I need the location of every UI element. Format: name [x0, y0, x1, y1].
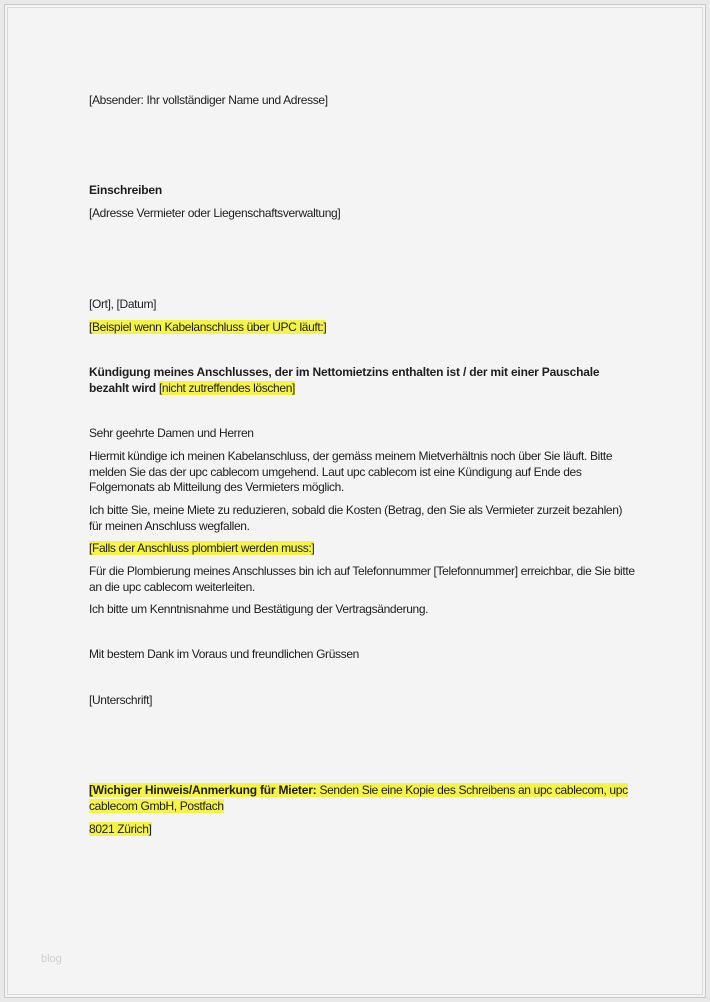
body-paragraph-2: Ich bitte Sie, meine Miete zu reduzieren, sobald die Kosten (Betrag, den Sie als Vermieter zurzeit bezahlen) für meinen Anschluss wegfallen.	[89, 503, 623, 533]
subject-line	[89, 365, 637, 396]
subject-text: Kündigung meines Anschlusses, der im Nettomietzins enthalten ist / der mit einer Pauschale bezahlt wird	[89, 365, 600, 395]
example-note	[89, 320, 326, 336]
body-paragraph-1: Hiermit kündige ich meinen Kabelanschluss, der gemäss meinem Mietverhältnis noch über Sie läuft. Bitte melden Sie das der upc cablecom umgehend. Laut upc cablecom ist eine Kündigung auf Ende des Folgemonats ab Mitteilung des Vermieters möglich.	[89, 449, 613, 494]
acknowledgement: Ich bitte um Kenntnisnahme und Bestätigung der Vertragsänderung.	[89, 602, 429, 616]
place-date: [Ort], [Datum]	[89, 297, 157, 311]
tenant-notice-text: Senden Sie eine Kopie des Schreibens an upc cablecom, upc cablecom GmbH, Postfach	[89, 783, 628, 813]
tenant-notice	[89, 783, 637, 814]
sender-address: [Absender: Ihr vollständiger Name und Adresse]	[89, 93, 328, 107]
tenant-notice-city	[89, 822, 152, 838]
subject-note: [nicht zutreffendes löschen]	[158, 380, 296, 395]
sealing-note	[89, 541, 314, 557]
delivery-type: Einschreiben	[89, 183, 162, 197]
sealing-note-highlight: [Falls der Anschluss plombiert werden muss:]	[89, 541, 315, 555]
sealing-paragraph: Für die Plombierung meines Anschlusses bin ich auf Telefonnummer [Telefonnummer] erreichbar, die Sie bitte an die upc cablecom weiterleiten.	[89, 564, 635, 594]
signature-placeholder: [Unterschrift]	[89, 693, 153, 707]
example-note-highlight: [Beispiel wenn Kabelanschluss über UPC läuft:]	[89, 320, 327, 334]
salutation: Sehr geehrte Damen und Herren	[89, 426, 254, 440]
tenant-notice-city-highlight: 8021 Zürich]	[89, 822, 152, 836]
document-page	[4, 4, 706, 998]
recipient-address: [Adresse Vermieter oder Liegenschaftsverwaltung]	[89, 206, 341, 220]
tenant-notice-label: [Wichiger Hinweis/Anmerkung für Mieter:	[89, 783, 317, 797]
watermark: blog	[41, 953, 62, 965]
closing: Mit bestem Dank im Voraus und freundlichen Grüssen	[89, 647, 359, 661]
